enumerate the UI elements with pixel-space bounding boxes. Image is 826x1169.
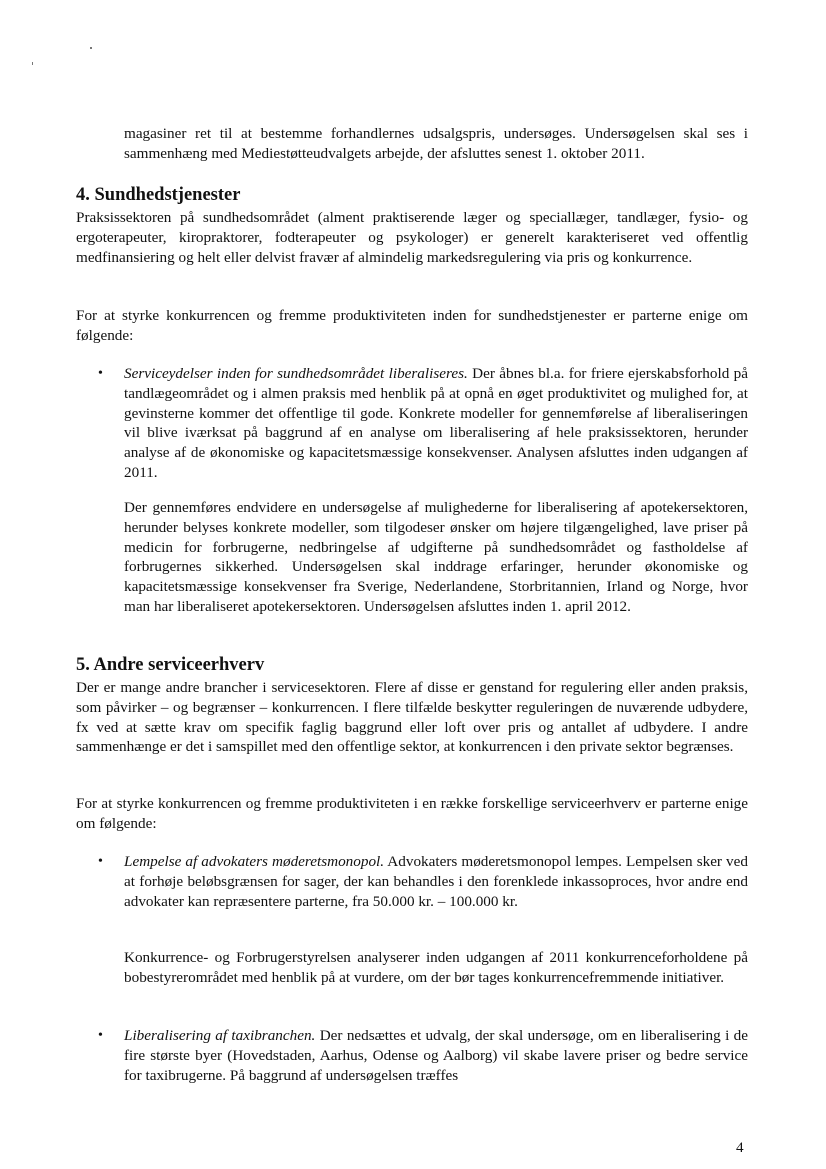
section-5-bullet-1 <box>124 852 748 911</box>
bullet-text: Der nedsættes et udvalg, der skal undersøge, om en liberalisering i de fire største byer (Hovedstaden, Aarhus, Odense og Aalborg) vil skabe lavere priser og bedre service for taxibrugerne. På baggrund af undersøgelsen træffes <box>124 1027 748 1084</box>
page-number: 4 <box>736 1139 744 1156</box>
section-4-agreement: For at styrke konkurrencen og fremme produktiviteten inden for sundhedstjenester er parterne enige om følgende: <box>76 307 748 344</box>
section-4-heading: 4. Sundhedstjenester <box>76 185 241 205</box>
bullet-title: Serviceydelser inden for sundhedsområdet liberaliseres. <box>124 365 468 382</box>
section-4-bullet-1 <box>124 364 748 483</box>
bullet-text: Advokaters møderetsmonopol lempes. Lempelsen sker ved at forhøje beløbsgrænsen for sager, der kan behandles i den forenklede inkassoproces, hvor andre end advokater kan repræsentere parterne, fra 50.000 kr. – 100.000 kr. <box>124 853 748 910</box>
section-5-bullet-1-paragraph-2: Konkurrence- og Forbrugerstyrelsen analyserer inden udgangen af 2011 konkurrenceforholdene på bobestyrerområdet med henblik på at vurdere, om der bør tages konkurrencefremmende initiativer. <box>124 949 748 986</box>
continuation-paragraph: magasiner ret til at bestemme forhandlernes udsalgspris, undersøges. Undersøgelsen skal ses i sammenhæng med Mediestøtteudvalgets arbejde, der afsluttes senest 1. oktober 2011. <box>124 125 748 162</box>
section-4-bullet-1-paragraph-2: Der gennemføres endvidere en undersøgelse af mulighederne for liberalisering af apotekersektoren, herunder belyses konkrete modeller, som tilgodeser ønsker om højere tilgængelighed, lave priser på medicin for forbrugerne, nedbringelse af udgifterne på sundhedsområdet og fastholdelse af forbrugernes sikkerhed. Undersøgelsen skal inddrage erfaringer, herunder økonomiske og kapacitetsmæssige konsekvenser fra Sverige, Nederlandene, Storbritannien, Irland og Norge, hvor man har liberaliseret apotekersektoren. Undersøgelsen afsluttes inden 1. april 2012. <box>124 499 748 615</box>
bullet-title: Liberalisering af taxibranchen. <box>124 1027 316 1044</box>
bullet-text: Der åbnes bl.a. for friere ejerskabsforhold på tandlægeområdet og i almen praksis med henblik på at opnå en øget produktivitet og mulighed for, at gevinsterne kommer det offentlige til gode. Konkrete modeller for gennemførelse af liberaliseringen vil blive iværksat på baggrund af en analyse om liberalisering af hele praksissektoren, herunder analyse af de økonomiske og kapacitetsmæssige konsekvenser. Analysen afsluttes inden udgangen af 2011. <box>124 365 748 481</box>
bullet-symbol: • <box>98 1028 103 1043</box>
scan-speck <box>32 62 33 65</box>
section-4-intro: Praksissektoren på sundhedsområdet (alment praktiserende læger og speciallæger, tandlæger, fysio- og ergoterapeuter, kiropraktorer, fodterapeuter og psykologer) er generelt karakteriseret ved offentlig medfinansiering og helt eller delvist fravær af almindelig markedsregulering via pris og konkurrence. <box>76 209 748 266</box>
bullet-symbol: • <box>98 854 103 869</box>
section-5-bullet-2 <box>124 1026 748 1085</box>
bullet-title: Lempelse af advokaters møderetsmonopol. <box>124 853 385 870</box>
bullet-symbol: • <box>98 366 103 381</box>
section-5-heading: 5. Andre serviceerhverv <box>76 655 265 675</box>
section-5-intro: Der er mange andre brancher i servicesektoren. Flere af disse er genstand for regulering eller anden praksis, som påvirker – og begrænser – konkurrencen. I flere tilfælde beskytter reguleringen de nuværende udbydere, fx ved at sætte krav om specifik faglig baggrund eller loft over pris og antallet af udbydere. I andre sammenhænge er det i samspillet med den offentlige sektor, at konkurrencen i den private sektor begrænses. <box>76 679 748 756</box>
section-5-agreement: For at styrke konkurrencen og fremme produktiviteten i en række forskellige serviceerhverv er parterne enige om følgende: <box>76 795 748 832</box>
scan-speck <box>90 47 92 49</box>
